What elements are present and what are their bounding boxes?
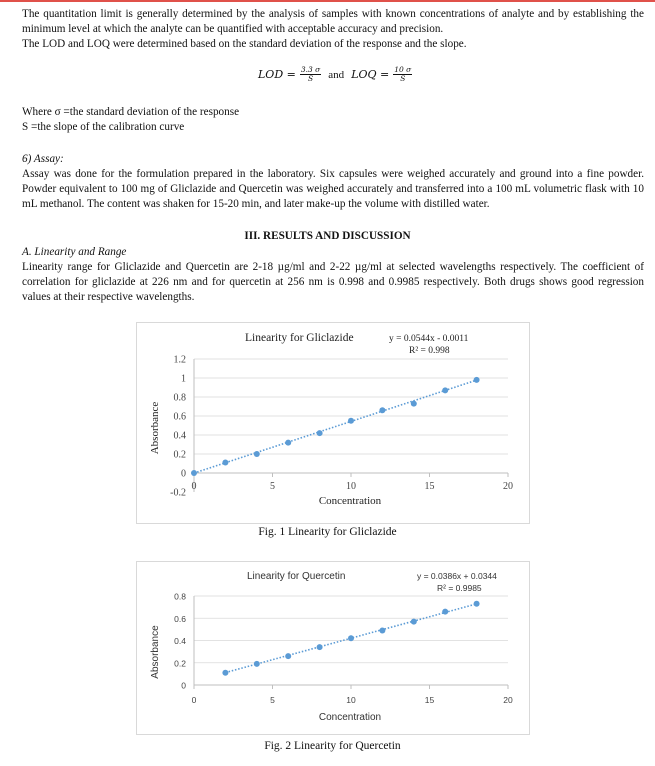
chart-marks	[222, 601, 479, 676]
data-point	[474, 377, 480, 383]
x-tick-label: 20	[503, 481, 513, 492]
data-point	[379, 627, 385, 633]
chart-gliclazide-frame	[136, 322, 530, 524]
data-point	[285, 440, 291, 446]
chart-axes	[170, 355, 513, 499]
chart-equation: y = 0.0386x + 0.0344	[417, 571, 497, 581]
lod-fraction	[300, 66, 321, 83]
chart-marks	[191, 377, 480, 476]
data-point	[348, 418, 354, 424]
data-point	[254, 661, 260, 667]
figure-1-caption: Fig. 1 Linearity for Gliclazide	[258, 526, 397, 538]
lod-label: LOD =	[258, 68, 296, 81]
assay-heading: 6) Assay:	[22, 153, 64, 165]
chart-title: Linearity for Quercetin	[247, 571, 346, 582]
where-slope: S =the slope of the calibration curve	[22, 121, 185, 133]
y-tick-label: 0.8	[174, 591, 186, 602]
data-point	[411, 401, 417, 407]
intro-paragraph-2: The LOD and LOQ were determined based on the standard deviation of the response and the slope.	[22, 38, 467, 50]
assay-section	[22, 152, 644, 212]
section-heading: III. RESULTS AND DISCUSSION	[244, 230, 411, 242]
figure-2-caption: Fig. 2 Linearity for Quercetin	[264, 740, 401, 752]
data-point	[411, 619, 417, 625]
data-point	[285, 653, 291, 659]
data-point	[222, 670, 228, 676]
where-block	[22, 105, 644, 135]
chart-r-squared: R² = 0.9985	[437, 583, 482, 593]
y-axis-label: Absorbance	[149, 401, 161, 455]
y-tick-label: 0.2	[173, 449, 186, 461]
x-tick-label: 0	[191, 481, 197, 492]
intro-paragraph-1: The quantitation limit is generally determined by the analysis of samples with known concentrations of analyte and by establishing the minimum level at which the analyte can be quantified with acceptable accuracy and precision.	[22, 8, 644, 35]
where-sigma: Where σ =the standard deviation of the response	[22, 106, 240, 118]
trendline	[194, 380, 477, 473]
linearity-heading: A. Linearity and Range	[22, 246, 127, 258]
x-tick-label: 5	[270, 481, 275, 492]
data-point	[379, 407, 385, 413]
x-tick-label: 15	[424, 695, 435, 705]
x-tick-label: 20	[503, 695, 513, 705]
y-tick-label: 0	[181, 468, 186, 480]
loq-label: LOQ =	[351, 68, 390, 81]
x-tick-label: 5	[270, 695, 275, 705]
lod-numerator: 3.3 σ	[300, 65, 321, 74]
loq-numerator: 10 σ	[394, 65, 412, 74]
data-point	[254, 451, 260, 457]
x-tick-label: 10	[346, 481, 356, 492]
linearity-body: Linearity range for Gliclazide and Quercetin are 2-18 µg/ml and 2-22 µg/ml at selected wavelengths respectively. The coefficient of correlation for gliclazide at 226 nm and for quercetin at 256 nm is 0.998 and 0.9985 respectively. Both drugs shows good regression values at their respective wavelengths.	[22, 261, 644, 303]
loq-denominator: S	[400, 74, 406, 83]
data-point	[442, 387, 448, 393]
assay-body: Assay was done for the formulation prepared in the laboratory. Six capsules were weighed accurately and ground into a fine powder. Powder equivalent to 100 mg of Gliclazide and Quercetin was weighed accurately and transferred into a 100 mL volumetric flask with 10 mL methanol. The content was shaken for 15-20 min, and later make-up the volume with distilled water.	[22, 168, 644, 210]
linearity-section	[22, 245, 644, 305]
chart-title: Linearity for Gliclazide	[245, 332, 354, 344]
chart-quercetin-frame	[136, 561, 530, 735]
lod-denominator: S	[308, 74, 314, 83]
intro-text	[22, 7, 644, 52]
data-point	[348, 635, 354, 641]
y-tick-label: 0	[181, 680, 186, 691]
lod-loq-formula	[258, 66, 412, 83]
y-tick-label: 0.6	[174, 613, 186, 624]
y-tick-label: -0.2	[170, 487, 186, 499]
y-tick-label: 1	[181, 373, 186, 385]
chart-equation: y = 0.0544x - 0.0011	[389, 334, 469, 344]
y-tick-label: 0.8	[173, 392, 186, 404]
x-tick-label: 10	[346, 695, 356, 705]
y-axis-label: Absorbance	[150, 625, 161, 679]
chart-gliclazide	[137, 323, 529, 523]
data-point	[222, 460, 228, 466]
y-tick-label: 1.2	[173, 354, 186, 366]
x-axis-label: Concentration	[318, 495, 382, 507]
chart-quercetin	[137, 562, 529, 734]
data-point	[474, 601, 480, 607]
x-tick-label: 0	[191, 695, 197, 705]
x-tick-label: 15	[424, 481, 435, 492]
formula-and: and	[328, 68, 345, 81]
top-accent-line	[0, 0, 655, 2]
data-point	[317, 644, 323, 650]
data-point	[442, 609, 448, 615]
chart-r-squared: R² = 0.998	[409, 346, 450, 356]
data-point	[191, 470, 197, 476]
y-tick-label: 0.4	[174, 636, 186, 646]
loq-fraction	[393, 66, 412, 83]
y-tick-label: 0.4	[173, 430, 186, 442]
y-tick-label: 0.6	[173, 411, 186, 423]
data-point	[317, 430, 323, 436]
y-tick-label: 0.2	[174, 658, 186, 669]
x-axis-label: Concentration	[318, 712, 382, 723]
